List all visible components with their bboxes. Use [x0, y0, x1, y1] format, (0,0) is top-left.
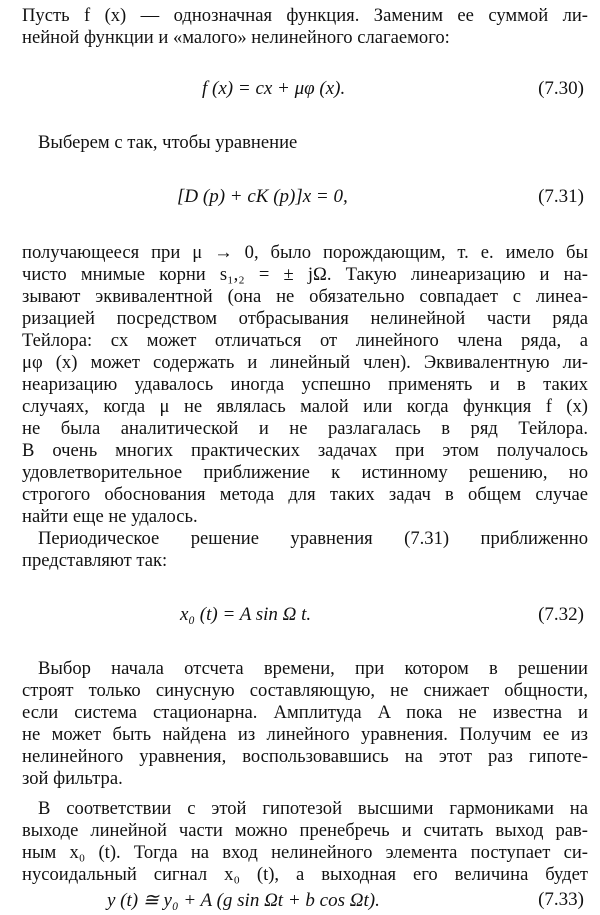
equation-body: x₀ (t) = A sin Ω t.: [180, 604, 312, 625]
text-line: не была аналитической и не разлагалась в ряд Тейлора.: [22, 418, 588, 439]
equation-number: (7.33): [538, 889, 584, 910]
text-line: нелинейного уравнения, воспользовавшись на этот раз гипоте-: [22, 746, 588, 767]
text-line: не может быть найдена из линейного уравнения. Получим ее из: [22, 724, 588, 745]
text-line: строят только синусную составляющую, не снижает общности,: [22, 680, 588, 701]
text-line: Тейлора: cx может отличаться от линейного члена ряда, а: [22, 330, 588, 351]
equation-number: (7.31): [538, 186, 584, 207]
text-line: строгого обоснования метода для таких задач в общем случае: [22, 484, 588, 505]
text-line: выходе линейной части можно пренебречь и считать выход рав-: [22, 820, 588, 841]
text-line: μφ (x) может содержать и линейный член). Эквивалентную ли-: [22, 352, 588, 373]
text-line: нейной функции и «малого» нелинейного слагаемого:: [22, 27, 450, 48]
text-line: Периодическое решение уравнения (7.31) приближенно: [38, 528, 588, 549]
equation-body: f (x) = cx + μφ (x).: [202, 78, 346, 99]
text-line: неаризацию удавалось иногда успешно применять и в таких: [22, 374, 588, 395]
text-line: зывают эквивалентной (она не обязательно совпадает с линеа-: [22, 286, 588, 307]
text-line: В соответствии с этой гипотезой высшими гармониками на: [38, 798, 588, 819]
text-line: если система стационарна. Амплитуда A пока не известна и: [22, 702, 588, 723]
equation-7-30: [22, 78, 588, 104]
text-line: Выбор начала отсчета времени, при котором в решении: [38, 658, 588, 679]
text-line: получающееся при μ → 0, было порождающим, т. е. имело бы: [22, 242, 588, 263]
equation-body: [D (p) + cK (p)]x = 0,: [177, 186, 348, 207]
text-line: случаях, когда μ не являлась малой или когда функция f (x): [22, 396, 588, 417]
equation-number: (7.30): [538, 78, 584, 99]
text-line: зой фильтра.: [22, 768, 123, 789]
text-line: чисто мнимые корни s₁,₂ = ± jΩ. Такую линеаризацию и на-: [22, 264, 588, 285]
text-line: Пусть f (x) — однозначная функция. Заменим ее суммой ли-: [22, 5, 588, 26]
text-line: В очень многих практических задачах при этом получалось: [22, 440, 588, 461]
text-line: удовлетворительное приближение к истинному решению, но: [22, 462, 588, 483]
text-line: ризацией посредством отбрасывания нелинейной части ряда: [22, 308, 588, 329]
text-line: представляют так:: [22, 550, 168, 571]
equation-7-33: [22, 889, 588, 915]
equation-number: (7.32): [538, 604, 584, 625]
text-line: ным x₀ (t). Тогда на вход нелинейного элемента поступает си-: [22, 842, 588, 863]
text-line: найти еще не удалось.: [22, 506, 198, 527]
equation-7-31: [22, 186, 588, 212]
text-line: Выберем c так, чтобы уравнение: [38, 132, 298, 153]
equation-7-32: [22, 604, 588, 630]
equation-body: y (t) ≅ y₀ + A (g sin Ωt + b cos Ωt).: [107, 890, 380, 911]
text-line: нусоидальный сигнал x₀ (t), а выходная его величина будет: [22, 864, 588, 885]
